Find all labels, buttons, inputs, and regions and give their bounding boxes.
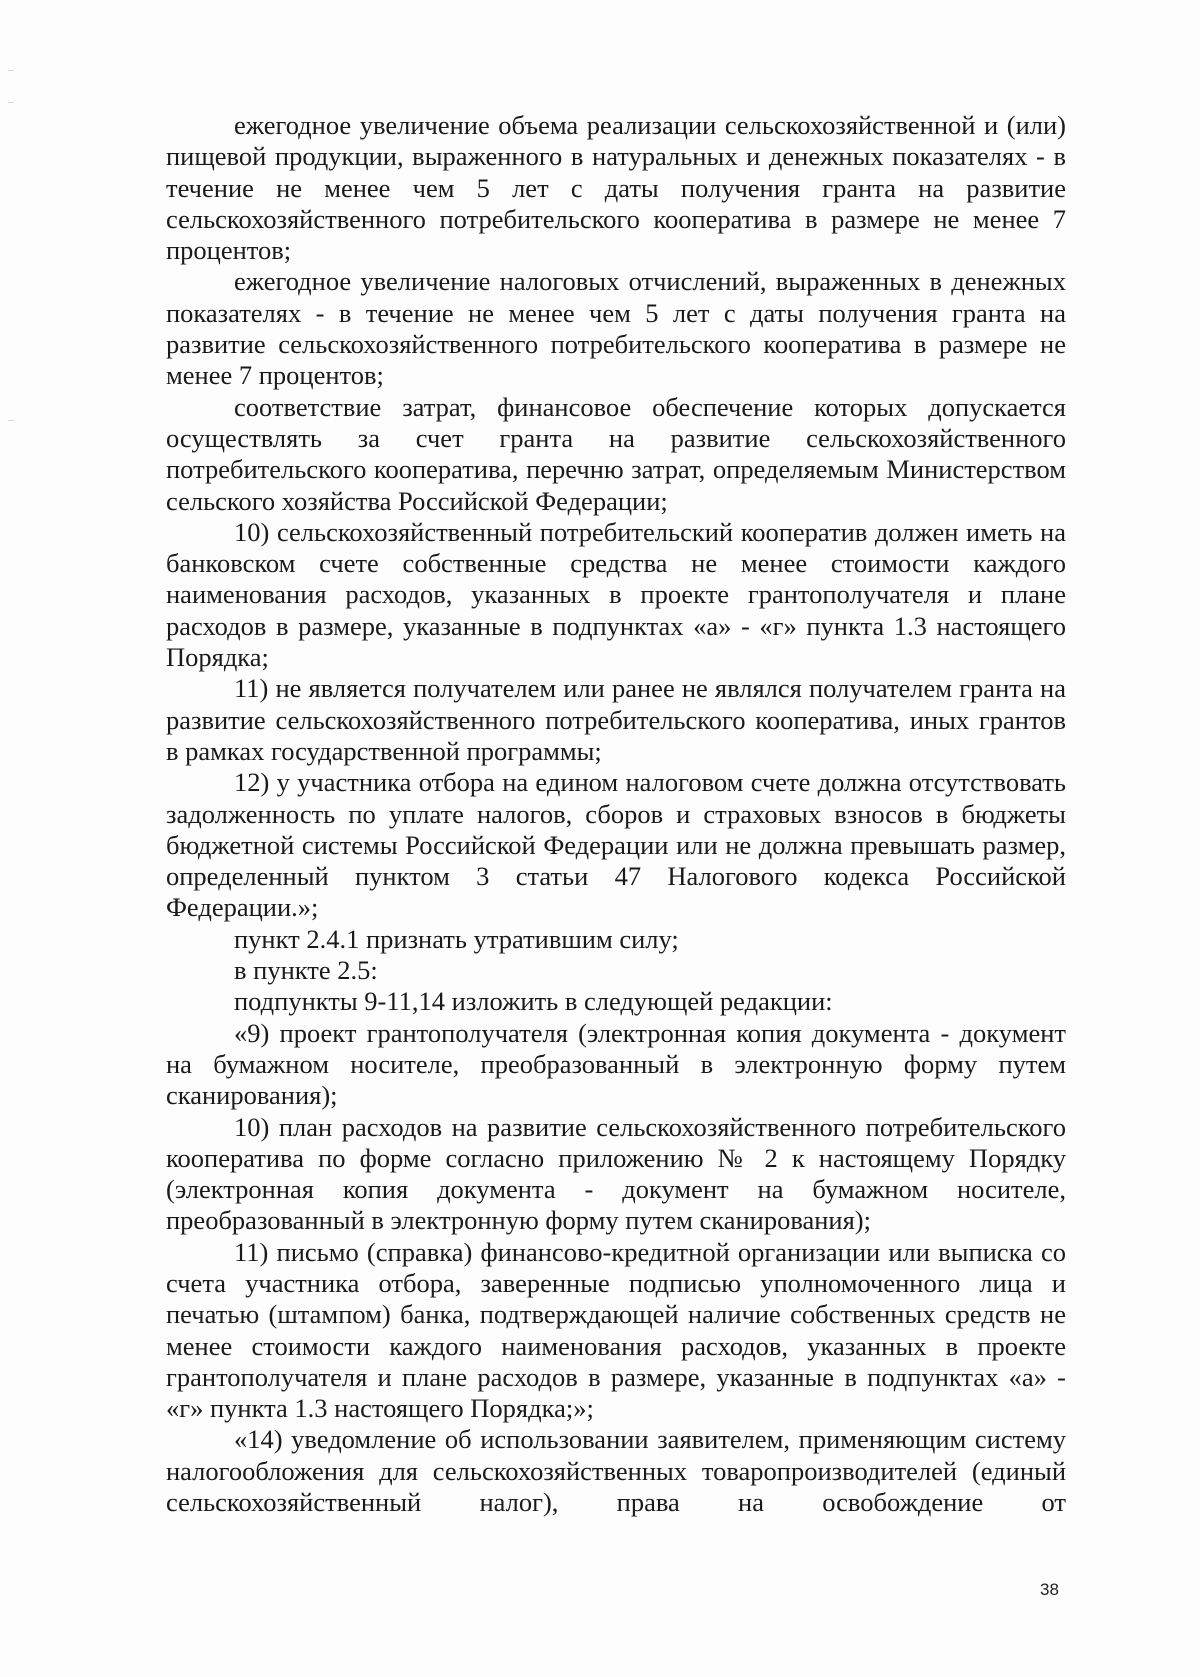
page-number: 38 (1040, 1580, 1059, 1599)
paragraph: 12) у участника отбора на едином налоговом счете должна отсутствовать задолженность по уплате налогов, сборов и страховых взносов в бюджеты бюджетной системы Российской Федерации или не должна превышать размер, определенный пунктом 3 статьи 47 Налогового кодекса Российской Федерации.»; (166, 767, 1066, 923)
paragraph: соответствие затрат, финансовое обеспечение которых допускается осуществлять за счет гранта на развитие сельскохозяйственного потребительского кооператива, перечню затрат, определяемым Министерством сельского хозяйства Российской Федерации; (166, 391, 1066, 516)
scan-artifact (8, 420, 14, 421)
paragraph: «14) уведомление об использовании заявителем, применяющим систему налогообложения для сельскохозяйственных товаропроизводителей (единый сельскохозяйственный налог), права на освобождение от (166, 1424, 1066, 1518)
paragraph: подпункты 9-11,14 изложить в следующей редакции: (234, 986, 833, 1017)
paragraph: ежегодное увеличение налоговых отчислений, выраженных в денежных показателях - в течение не менее чем 5 лет с даты получения гранта на развитие сельскохозяйственного потребительского кооператива в размере не менее 7 процентов; (166, 266, 1066, 391)
paragraph: ежегодное увеличение объема реализации сельскохозяйственной и (или) пищевой продукции, выраженного в натуральных и денежных показателях - в течение не менее чем 5 лет с даты получения гранта на развитие сельскохозяйственного потребительского кооператива в размере не менее 7 процентов; (166, 110, 1066, 266)
scan-artifact (8, 102, 14, 103)
scan-artifact (8, 70, 14, 71)
paragraph: «9) проект грантополучателя (электронная копия документа - документ на бумажном носителе, преобразованный в электронную форму путем сканирования); (166, 1017, 1066, 1111)
paragraph: пункт 2.4.1 признать утратившим силу; (234, 923, 679, 954)
paragraph: в пункте 2.5: (234, 955, 378, 986)
paragraph: 11) письмо (справка) финансово-кредитной организации или выписка со счета участника отбора, заверенные подписью уполномоченного лица и печатью (штампом) банка, подтверждающей наличие собственных средств не менее стоимости каждого наименования расходов, указанных в проекте грантополучателя и плане расходов в размере, указанные в подпунктах «а» - «г» пункта 1.3 настоящего Порядка;»; (166, 1236, 1066, 1424)
paragraph: 11) не является получателем или ранее не являлся получателем гранта на развитие сельскохозяйственного потребительского кооператива, иных грантов в рамках государственной программы; (166, 673, 1066, 766)
paragraph: 10) сельскохозяйственный потребительский кооператив должен иметь на банковском счете собственные средства не менее стоимости каждого наименования расходов, указанных в проекте грантополучателя и плане расходов в размере, указанные в подпунктах «а» - «г» пункта 1.3 настоящего Порядка; (166, 516, 1066, 673)
document-body (166, 110, 1066, 1518)
paragraph: 10) план расходов на развитие сельскохозяйственного потребительского кооператива по форме согласно приложению № 2 к настоящему Порядку (электронная копия документа - документ на бумажном носителе, преобразованный в электронную форму путем сканирования); (166, 1111, 1066, 1236)
